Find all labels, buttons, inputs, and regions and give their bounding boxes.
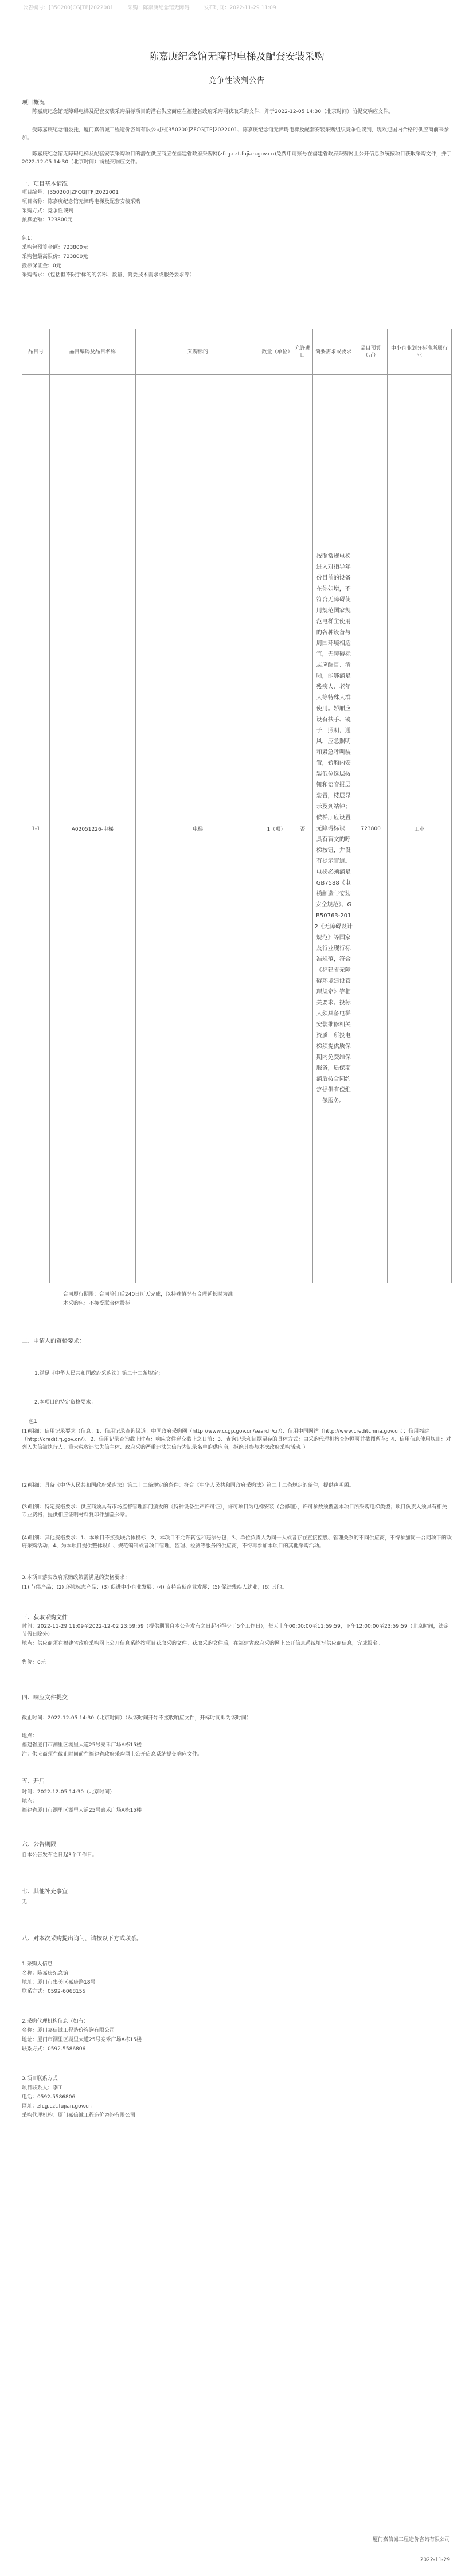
package-label: 包1： <box>22 236 36 241</box>
section4-place: 福建省厦门市湖里区湖里大道25号泰禾广场A栋15楼 <box>22 1742 142 1748</box>
buyer-tel: 联系方式：0592-6068155 <box>22 1989 86 1995</box>
cell-requirement: 按照常规电梯进入对指导年份目前的设备在你如增，不符合无障碍使用规范国家规范电梯主使用的各种设备与周围环境相适宜，无障碍标志应醒目、清晰，能够满足残疾人、老年人等特殊人群使用。轿厢应设有扶手、镜子，照明，通风，应急照明和紧急呼叫装置，轿厢内安装低位选层按钮和语音报层装置，楼层显示及到站钟；候梯厅应设置无障碍标识，具有盲文的呼梯按钮，并设有提示盲道。电梯必须满足GB7588《电梯制造与安装安全规范》、GB50763-2012《无障碍设计规范》等国家及行业现行标准规范，符合《福建省无障碍环境建设管理规定》等相关要求。投标人须具备电梯安装维修相关资质，所投电梯须提供质保期内免费维保服务，质保期满后按合同约定提供有偿维保服务。 <box>313 375 354 1283</box>
combo-bid: 本采购包：不接受联合体投标 <box>63 1301 131 1307</box>
contract-period: 合同履行期限：合同签订后240日历天完成，以特殊情况有合理延长时为准 <box>63 1292 233 1297</box>
section5-heading: 五、开启 <box>22 1778 45 1785</box>
section4-place-label: 地点： <box>22 1733 38 1739</box>
buyer-heading: 1.采购人信息 <box>22 1961 53 1967</box>
budget: 预算金额：723800元 <box>22 217 73 223</box>
section4-heading: 四、响应文件提交 <box>22 1695 68 1701</box>
contact-url: 网址：zfcg.czt.fujian.gov.cn <box>22 2104 92 2109</box>
page-subtitle: 竞争性谈判公告 <box>208 76 265 85</box>
agency-addr: 地址：厦门市湖里区湖里大道25号泰禾广场A栋15楼 <box>22 2037 142 2043</box>
section5-place: 福建省厦门市湖里区湖里大道25号泰禾广场A栋15楼 <box>22 1808 142 1813</box>
header-import: 允许进口 <box>292 329 313 375</box>
section3-price: 售价：0元 <box>22 1660 46 1666</box>
section2-heading: 二、申请人的资格要求： <box>22 1338 85 1344</box>
contact-tel: 电话：0592-5586806 <box>22 2094 76 2100</box>
cell-item-no: 1-1 <box>22 375 50 1283</box>
signature-org: 厦门嘉信诚工程造价咨询有限公司 <box>372 2537 450 2543</box>
buyer-addr: 地址：厦门市集美区嘉庚路18号 <box>22 1980 96 1985</box>
table-row <box>22 375 452 1283</box>
header-industry: 中小企业划分标准所属行业 <box>388 329 452 375</box>
meta-bar <box>23 3 450 11</box>
page-title: 陈嘉庚纪念馆无障碍电梯及配套安装采购 <box>148 51 325 62</box>
section1-heading: 一、项目基本情况 <box>22 181 68 187</box>
contact-agency: 采购代理机构：厦门嘉信诚工程造价咨询有限公司 <box>22 2113 136 2118</box>
section6-heading: 六、公告期限 <box>22 1842 56 1848</box>
req-line: (4)明细：其他资格要求：1、本项目不接受联合体投标；2、本项目不允许转包和违法分包；3、单位负责人为同一人或者存在直接控股、管理关系的不同供应商，不得参加同一合同项下的政府采购活动；4、为本项目提供整体设计、规范编制或者项目管理、监理、检测等服务的供应商，不得再参加本项目的其他采购活动。 <box>22 1535 452 1549</box>
cell-item-code: A02051226-电梯 <box>49 375 135 1283</box>
publish-date: 发布时间：2022-11-29 11:09 <box>204 5 276 11</box>
signature-date: 2022-11-29 <box>420 2557 450 2563</box>
req2: 2.本项目的特定资格要求： <box>34 1400 96 1405</box>
package-max: 采购包最高限价：723800元 <box>22 254 88 260</box>
cell-industry: 工业 <box>388 375 452 1283</box>
agency-tel: 联系方式：0592-5586806 <box>22 2046 86 2052</box>
section7-heading: 七、其他补充事宜 <box>22 1889 68 1895</box>
section5-place-label: 地点： <box>22 1799 38 1804</box>
procurement-table <box>22 329 452 1283</box>
cell-budget: 723800 <box>354 375 388 1283</box>
cell-quantity: 1（项） <box>260 375 292 1283</box>
demand-label: 采购需求：（包括但不限于标的的名称、数量、简要技术需求或服务要求等） <box>22 272 195 278</box>
agency-name: 名称：厦门嘉信诚工程造价咨询有限公司 <box>22 2028 115 2034</box>
note-text: 陈嘉庚纪念馆无障碍电梯及配套安装采购项目的潜在供应商应在福建省政府采购网(zfcg.czt.fujian.gov.cn)免费申请账号在福建省政府采购网上公开信息系统按项目获取采购文件，并于2022-12-05 14:30（北京时间）前提交响应文件。 <box>22 151 452 165</box>
req1: 1.满足《中华人民共和国政府采购法》第二十二条规定； <box>34 1371 163 1377</box>
policy: (1) 节能产品；(2) 环境标志产品；(3) 促进中小企业发展；(4) 支持监狱企业发展；(5) 促进残疾人就业；(6) 其他。 <box>22 1585 287 1590</box>
contact-name: 项目联系人：李工 <box>22 2085 64 2091</box>
header-budget: 品目预算（元） <box>354 329 388 375</box>
project-name: 项目名称：陈嘉庚纪念馆无障碍电梯及配套安装采购 <box>22 199 141 205</box>
cell-import: 否 <box>292 375 313 1283</box>
section3-time: 时间：2022-11-29 11:09至2022-12-02 23:59:59（提供期限自本公告发布之日起不得少于5个工作日），每天上午00:00:00至11:59:59，下午12:00:00至23:59:59（北京时间，法定节假日除外） <box>22 1624 449 1637</box>
contact-heading: 3.项目联系方式 <box>22 2076 58 2082</box>
req-line: (1)明细：信用记录要求（信息：1、信用记录查询渠道：中国政府采购网（http://www.ccgp.gov.cn/search/cr/）、信用中国网站（http://www.creditchina.gov.cn）；信用福建（http://credit.fj.gov.cn/）。2、信用记录查询截止时点：响应文件递交截止之日前；3、查询记录和证据留存的具体方式：由采购代理机构查询网页并截图留存；4、信用信息使用规则：对列入失信被执行人、重大税收违法失信主体、政府采购严重违法失信行为记录名单的供应商，拒绝其参与本次政府采购活动。） <box>22 1429 451 1451</box>
req3: 3.本项目落实政府采购政策需满足的资格要求： <box>22 1575 130 1581</box>
req2-package: 包1 <box>29 1419 37 1425</box>
req-line: (2)明细：具备《中华人民共和国政府采购法》第二十二条规定的条件：符合《中华人民共和国政府采购法》第二十二条规定的条件，提供声明函。 <box>22 1483 354 1488</box>
cell-subject: 电梯 <box>135 375 260 1283</box>
overview-heading: 项目概况 <box>22 100 45 106</box>
header-requirement: 简要需求或要求 <box>313 329 354 375</box>
section4-place-note: 注：供应商须在截止时间前在福建省政府采购网上公开信息系统提交响应文件。 <box>22 1752 203 1757</box>
section6-text: 自本公告发布之日起3个工作日。 <box>22 1852 97 1858</box>
buyer-name: 名称：陈嘉庚纪念馆 <box>22 1971 69 1976</box>
section7-text: 无 <box>22 1899 28 1905</box>
agency-heading: 2.采购代理机构信息（如有） <box>22 2019 89 2024</box>
category-label: 采购：陈嘉庚纪念馆无障碍 <box>127 5 190 11</box>
intro-text: 受陈嘉庚纪念馆委托，厦门嘉信诚工程造价咨询有限公司对[350200]ZFCG[TP]2022001、陈嘉庚纪念馆无障碍电梯及配套安装采购组织竞争性谈判，现欢迎国内合格的供应商前来参加。 <box>22 127 449 141</box>
header-item-no: 品目号 <box>22 329 50 375</box>
section3-method: 地点：供应商须在福建省政府采购网上公开信息系统按项目获取采购文件。获取采购文件后，在福建省政府采购网上公开信息系统填写供应商信息，完成报名。 <box>22 1641 384 1647</box>
header-quantity: 数量（单位） <box>260 329 292 375</box>
section3-heading: 三、获取采购文件 <box>22 1615 68 1621</box>
overview-text: 陈嘉庚纪念馆无障碍电梯及配套安装采购招标项目的潜在供应商应在福建省政府采购网获取采购文件，并于2022-12-05 14:30（北京时间）前提交响应文件。 <box>32 109 394 115</box>
header-subject: 采购标的 <box>135 329 260 375</box>
section5-time: 时间：2022-12-05 14:30（北京时间） <box>22 1789 115 1795</box>
section4-deadline: 截止时间：2022-12-05 14:30（北京时间）（从该时间开始不接收响应文件，开标时间即为该时间） <box>22 1715 252 1721</box>
announcement-no: 公告编号：[350200]CG[TP]2022001 <box>23 5 114 11</box>
procurement-method: 采购方式：竞争性谈判 <box>22 208 74 214</box>
table-header-row <box>22 329 452 375</box>
deposit: 投标保证金：0元 <box>22 263 61 269</box>
header-item-code: 品目编码及品目名称 <box>49 329 135 375</box>
package-budget: 采购包预算金额：723800元 <box>22 245 88 251</box>
req-line: (3)明细：特定资格要求：供应商须具有市场监督管理部门颁发的《特种设备生产许可证》，许可项目为电梯安装（含修理），许可参数须覆盖本项目所采购电梯类型；项目负责人须具有相关专业资格；提供相应证明材料复印件加盖公章。 <box>22 1504 447 1518</box>
section8-heading: 八、对本次采购提出询问，请按以下方式联系。 <box>22 1936 142 1942</box>
project-no: 项目编号：[350200]ZFCG[TP]2022001 <box>22 190 119 196</box>
